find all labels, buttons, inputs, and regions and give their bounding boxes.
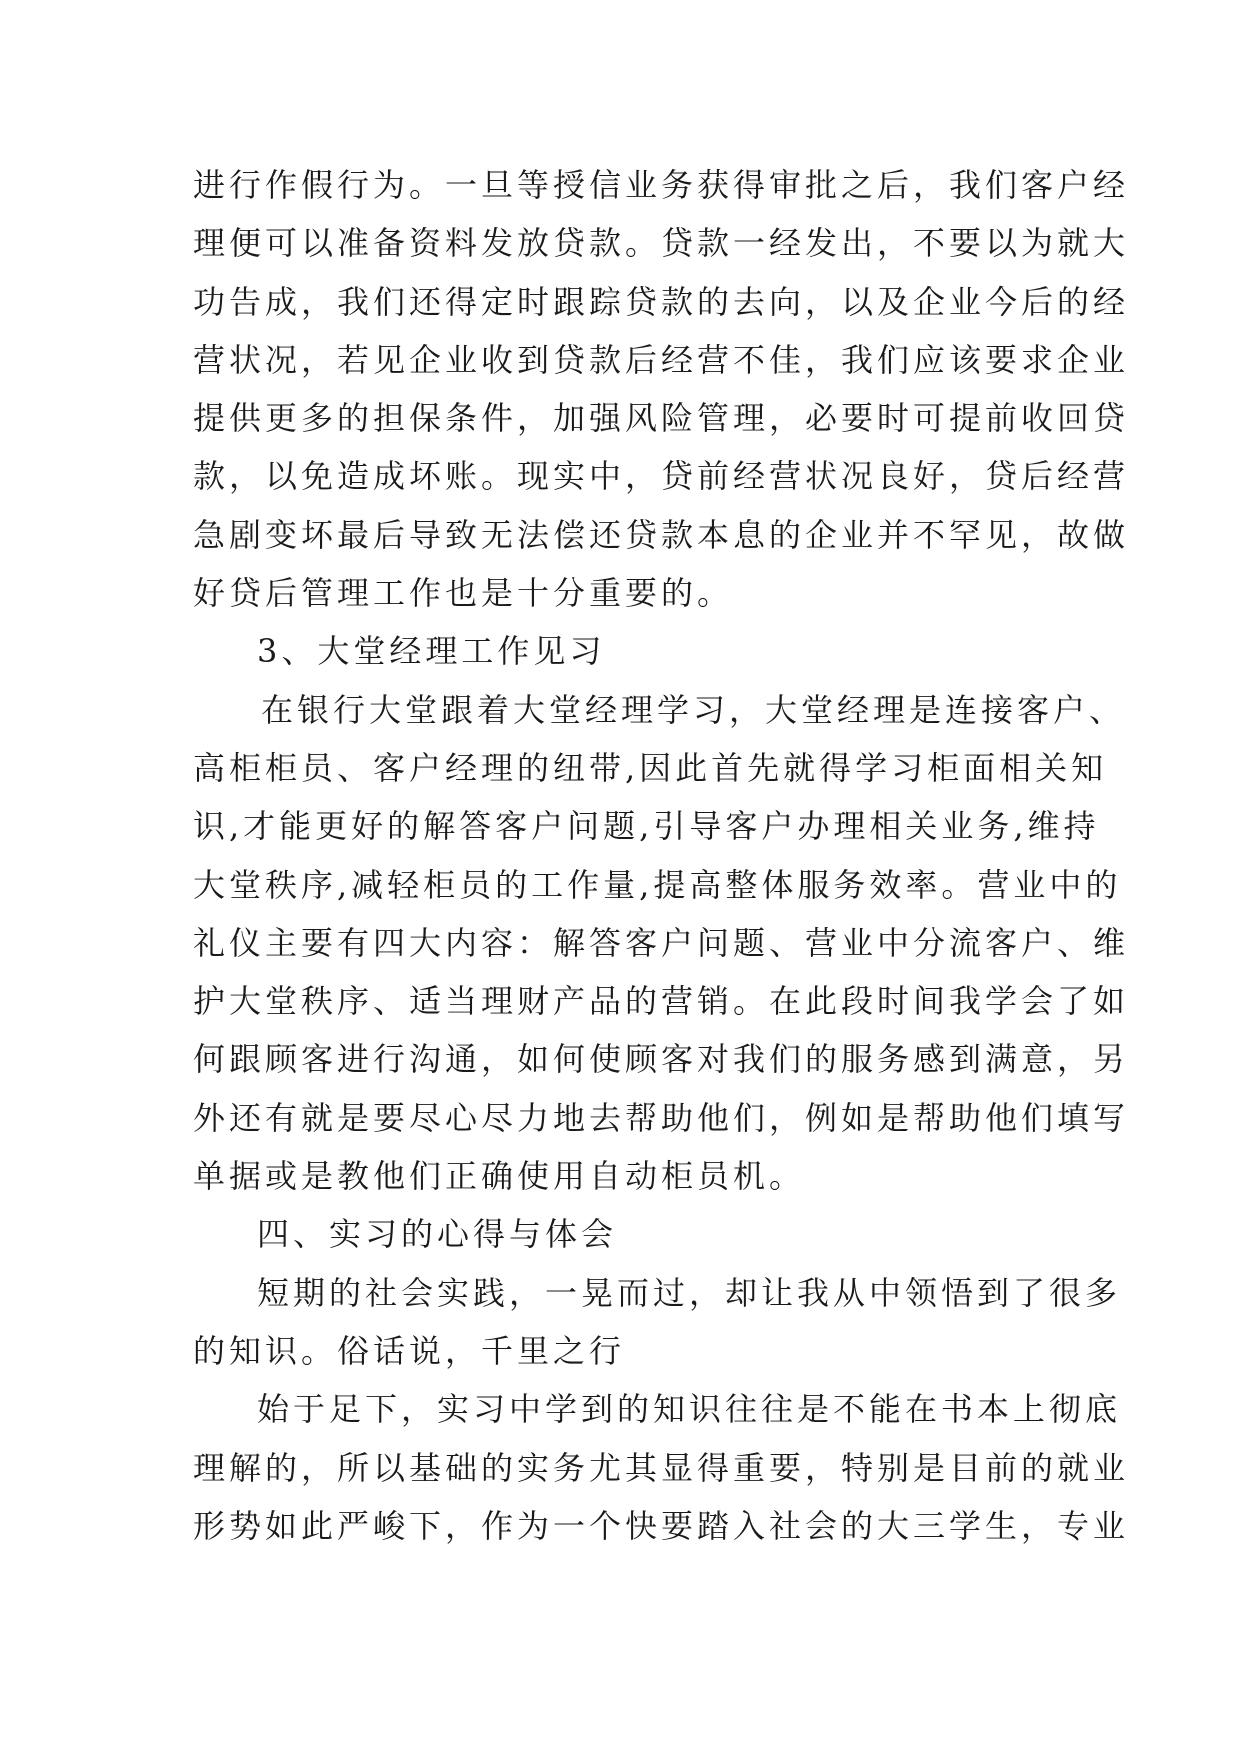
text-line: 形势如此严峻下，作为一个快要踏入社会的大三学生，专业 [193,1506,1130,1545]
text-line: 识,才能更好的解答客户问题,引导客户办理相关业务,维持 [193,807,1100,846]
text-line: 提供更多的担保条件，加强风险管理，必要时可提前收回贷 [193,399,1130,438]
text-line: 功告成，我们还得定时跟踪贷款的去向，以及企业今后的经 [193,282,1130,321]
text-line: 进行作假行为。一旦等授信业务获得审批之后，我们客户经 [193,166,1130,204]
section-heading: 3、大堂经理工作见习 [257,632,606,671]
text-line: 理便可以准备资料发放贷款。贷款一经发出，不要以为就大 [193,224,1130,263]
text-line: 理解的，所以基础的实务尤其显得重要，特别是目前的就业 [193,1448,1130,1487]
text-line: 在银行大堂跟着大堂经理学习，大堂经理是连接客户、 [261,690,1126,729]
text-line: 营状况，若见企业收到贷款后经营不佳，我们应该要求企业 [193,340,1130,379]
section-heading: 四、实习的心得与体会 [257,1215,618,1254]
text-line: 的知识。俗话说，千里之行 [193,1331,626,1370]
text-line: 急剧变坏最后导致无法偿还贷款本息的企业并不罕见，故做 [193,515,1130,554]
text-line: 大堂秩序,减轻柜员的工作量,提高整体服务效率。营业中的 [193,865,1122,904]
body-text [193,156,1130,1555]
text-line: 款，以免造成坏账。现实中，贷前经营状况良好，贷后经营 [193,457,1130,496]
text-line: 外还有就是要尽心尽力地去帮助他们，例如是帮助他们填写 [193,1098,1130,1137]
text-line: 高柜柜员、客户经理的纽带,因此首先就得学习柜面相关知 [193,748,1108,787]
text-line: 何跟顾客进行沟通，如何使顾客对我们的服务感到满意，另 [193,1040,1130,1079]
text-line: 礼仪主要有四大内容：解答客户问题、营业中分流客户、维 [193,923,1130,962]
text-line: 短期的社会实践，一晃而过，却让我从中领悟到了很多 [257,1273,1122,1312]
text-line: 好贷后管理工作也是十分重要的。 [193,574,734,613]
text-line: 单据或是教他们正确使用自动柜员机。 [193,1157,806,1196]
text-line: 护大堂秩序、适当理财产品的营销。在此段时间我学会了如 [193,982,1130,1021]
text-line: 始于足下，实习中学到的知识往往是不能在书本上彻底 [257,1390,1122,1429]
